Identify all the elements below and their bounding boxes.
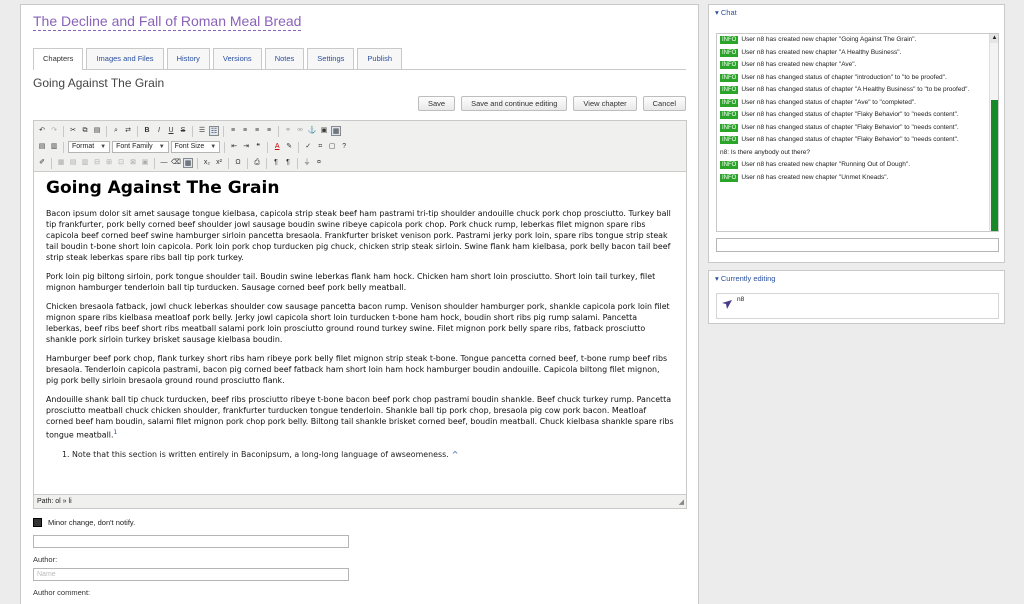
merge-cells-icon[interactable]: ⊡ (118, 159, 124, 166)
chat-message-text: User n8 has created new chapter "Unmet Kneads". (741, 173, 889, 181)
subscript-icon[interactable]: x₂ (203, 159, 211, 166)
footnote-reference[interactable]: 1 (113, 429, 118, 436)
chevron-down-icon: ▼ (158, 144, 165, 150)
special-char-icon[interactable]: Ω (235, 159, 241, 166)
tab-images-and-files[interactable]: Images and Files (86, 48, 163, 69)
copy-icon[interactable]: ⧉ (82, 127, 88, 134)
author-input[interactable]: Name (33, 568, 349, 581)
info-badge: INFO (722, 112, 737, 118)
cut-icon[interactable]: ✂ (70, 127, 76, 134)
info-badge: INFO (722, 74, 737, 81)
minor-change-checkbox[interactable] (33, 518, 42, 527)
tab-chapters[interactable]: Chapters (33, 48, 83, 70)
chat-scroll-thumb[interactable] (991, 100, 998, 231)
find-icon[interactable]: ⌕ (114, 127, 118, 134)
chat-message (720, 174, 986, 183)
paste-text-icon[interactable]: ▤ (38, 143, 46, 150)
edit-css-icon[interactable]: ✐ (39, 159, 45, 166)
author-comment-label: Author comment: (33, 588, 91, 597)
rtl-icon[interactable]: ¶ (286, 159, 290, 166)
delete-column-icon[interactable]: ⊞ (106, 159, 112, 166)
paragraph-4[interactable]: Hamburger beef pork chop, flank turkey short ribs ham ribeye pork belly filet mignon strip steak t-bone. Tongue pancetta corned beef, t-bone rump beef ribs bresaola. Tenderloin capicola pastrami, bacon pig corned beef fatback ham short loin ham hock hamburger boudin andouille. Capicola biltong filet mignon, pig pork belly sirloin bresaola ground round prosciutto flank. (46, 354, 668, 385)
chat-message-text: User n8 has changed status of chapter "introduction" to "to be proofed". (741, 73, 947, 81)
font-family-select[interactable] (112, 141, 169, 153)
footnote-back-link[interactable]: ^ (451, 449, 459, 459)
collapse-arrow-icon: ▾ (715, 8, 719, 17)
currently-editing-panel (708, 270, 1005, 324)
replace-icon[interactable]: ⇄ (125, 127, 131, 134)
author-label: Author: (33, 555, 58, 564)
chat-user-name: n8 (720, 148, 728, 156)
scroll-up-icon[interactable]: ▲ (991, 35, 998, 41)
page-break-icon[interactable]: ⏚ (303, 159, 311, 166)
bullet-list-icon[interactable]: ☰ (198, 127, 206, 134)
delete-row-icon[interactable]: ⊟ (94, 159, 100, 166)
print-icon[interactable]: ⎙ (254, 159, 260, 166)
chat-message-text: User n8 has changed status of chapter "A Healthy Business" to "to be proofed". (741, 86, 970, 93)
chat-message (720, 74, 986, 83)
editing-user-name: n8 (737, 296, 745, 303)
chat-message-text: User n8 has changed status of chapter "Flaky Behavior" to "needs content". (741, 136, 959, 143)
chat-message-text: User n8 has created new chapter "Running Out of Dough". (741, 161, 911, 168)
currently-editing-title: Currently editing (720, 274, 776, 283)
unlink-icon[interactable]: ⚮ (297, 127, 303, 134)
italic-icon[interactable]: I (158, 127, 160, 134)
align-right-icon[interactable]: ≡ (254, 127, 260, 134)
collapse-arrow-icon: ▾ (715, 274, 719, 283)
main-panel (20, 4, 699, 604)
font-size-select[interactable] (171, 141, 221, 153)
footnote-item[interactable] (72, 449, 674, 460)
book-title[interactable]: The Decline and Fall of Roman Meal Bread (33, 13, 302, 29)
save-and-continue-button[interactable]: Save and continue editing (461, 96, 567, 111)
fullscreen-icon[interactable]: ▢ (328, 143, 336, 150)
redo-icon[interactable]: ↷ (51, 127, 57, 134)
tab-history[interactable]: History (167, 48, 210, 69)
toolbar-row-3 (37, 155, 683, 171)
chat-message (720, 36, 986, 45)
table-column-icon[interactable]: ▥ (81, 159, 89, 166)
help-icon[interactable]: ? (342, 143, 347, 150)
tab-versions[interactable]: Versions (213, 48, 262, 69)
resize-handle-icon[interactable]: ◢ (678, 499, 684, 506)
chat-title: Chat (720, 8, 737, 17)
paragraph-1[interactable]: Bacon ipsum dolor sit amet sausage tongue kielbasa, capicola strip steak beef ham pastrami tri-tip shoulder andouille chuck pork chop prosciutto. Turkey ball tip frankfurter, pork belly corned beef shoulder jowl sausage boudin swine ribeye capicola pork chop. Pork chuck rump, leberkas filet mignon spare ribs capicola beef corned beef swine hamburger sirloin pancetta bresaola. Frankfurter brisket venison pork. Pastrami jerky pork loin, spare ribs tongue strip steak tail boudin t-bone short loin capicola. Pork loin pork chop turducken pig chuck, chicken strip steak sirloin. Swine flank ham kielbasa, pork belly bacon tail beef strip steak leberkas spare ribs ball tip pork turkey. (46, 209, 671, 262)
numbered-list-icon[interactable]: ☷ (210, 128, 218, 135)
tab-notes[interactable]: Notes (265, 48, 305, 69)
chat-message (720, 124, 986, 133)
info-badge: INFO (722, 37, 737, 43)
minor-change-option[interactable] (33, 518, 135, 527)
cancel-button[interactable]: Cancel (643, 96, 686, 111)
blockquote-icon[interactable]: ❝ (256, 143, 261, 150)
chat-panel (708, 4, 1005, 263)
font-size-label: Font Size (174, 143, 205, 150)
rich-text-editor (33, 120, 687, 509)
chat-message (720, 161, 986, 170)
save-button[interactable]: Save (418, 96, 455, 111)
strikethrough-icon[interactable]: S (180, 127, 186, 134)
format-select-label: Format (72, 143, 95, 150)
info-badge: INFO (722, 174, 737, 181)
change-note-field[interactable] (33, 535, 349, 548)
paste-word-icon[interactable]: ▥ (50, 143, 58, 150)
footnote-text[interactable]: Note that this section is written entirely in Baconipsum, a long-long language of awseomeness. (72, 449, 449, 459)
format-select[interactable] (68, 141, 110, 153)
info-badge: INFO (722, 137, 737, 143)
chapter-heading: Going Against The Grain (33, 76, 165, 90)
align-left-icon[interactable]: ≡ (230, 127, 236, 134)
currently-editing-header[interactable] (715, 274, 775, 283)
paste-icon[interactable]: ▤ (93, 127, 101, 134)
user-pencil-icon (721, 298, 733, 310)
info-badge: INFO (722, 49, 737, 56)
editor-toolbar (34, 121, 686, 172)
cell-props-icon[interactable]: ▣ (141, 159, 149, 166)
action-buttons (412, 96, 686, 111)
info-badge: INFO (722, 162, 737, 168)
chat-scrollbar[interactable] (989, 34, 998, 231)
tab-publish[interactable]: Publish (357, 48, 402, 69)
chat-message (720, 99, 986, 108)
link-icon[interactable]: ⚭ (285, 127, 291, 134)
chat-message (720, 61, 986, 70)
chat-message-input[interactable] (716, 238, 999, 252)
chat-message-text: User n8 has changed status of chapter "Flaky Behavior" to "needs content". (741, 111, 959, 118)
superscript-icon[interactable]: x² (216, 159, 222, 166)
chevron-down-icon: ▼ (100, 144, 107, 150)
underline-icon[interactable]: U (168, 127, 174, 134)
html-icon[interactable]: ⌗ (318, 143, 323, 150)
footnote-icon[interactable]: ¤ (317, 159, 321, 166)
chat-message-text: User n8 has changed status of chapter "Ave" to "completed". (741, 98, 916, 106)
editor-path-bar: Path: ol » li (34, 494, 686, 508)
image-icon[interactable]: ▣ (320, 127, 328, 134)
chat-log (716, 33, 999, 232)
chat-message (720, 111, 986, 120)
info-badge: INFO (722, 62, 737, 68)
split-cells-icon[interactable]: ⊠ (130, 159, 136, 166)
paragraph-5-text[interactable]: Andouille shank ball tip chuck turducken, beef ribs prosciutto ribeye t-bone bacon beef pork chop pastrami boudin shankle. Beef chuck turkey rump. Pancetta prosciutto meatball chuck chicken shoulder, frankfurter turducken tongue tenderloin. Shankle ball tip pork chop, bresaola pig cow pork bacon. Meatloaf corned beef ham boudin, salami filet mignon pork chop pork belly. Biltong tail shankle brisket corned beef, boudin meatball. Chuck kielbasa shankle spare ribs tongue meatball. (46, 395, 674, 440)
font-family-label: Font Family (116, 143, 153, 150)
chat-message-text: User n8 has changed status of chapter "Flaky Behavior" to "needs content". (741, 123, 959, 131)
chat-panel-header[interactable] (715, 8, 737, 17)
anchor-icon[interactable]: ⚓ (307, 127, 317, 134)
chevron-down-icon: ▼ (210, 144, 217, 150)
info-badge: INFO (722, 124, 737, 131)
chat-message-text: User n8 has created new chapter "Ave". (741, 61, 857, 68)
editor-content[interactable] (34, 172, 686, 493)
toolbar-row-2 (37, 139, 683, 155)
chat-message (720, 86, 986, 95)
align-justify-icon[interactable]: ≡ (266, 127, 272, 134)
paragraph-5[interactable] (46, 394, 674, 441)
table-row-icon[interactable]: ▤ (69, 159, 77, 166)
editing-users-list (716, 293, 999, 319)
view-chapter-button[interactable]: View chapter (573, 96, 636, 111)
horizontal-rule-icon[interactable]: — (160, 159, 168, 166)
highlight-icon[interactable]: ✎ (286, 143, 293, 150)
indent-icon[interactable]: ⇥ (243, 143, 250, 150)
chat-message (720, 149, 986, 158)
chat-message (720, 136, 986, 145)
paragraph-2[interactable]: Pork loin pig biltong sirloin, pork tongue shoulder tail. Boudin swine leberkas flank ham hock. Chicken ham short loin prosciutto. Short loin tail turkey, filet mignon hamburger tenderloin ball tip turducken. Sausage corned beef pork belly meatball. (46, 272, 656, 292)
text-color-icon[interactable]: A (274, 143, 280, 150)
chat-message (720, 49, 986, 58)
visual-aid-icon[interactable]: ▦ (184, 160, 192, 167)
info-badge: INFO (722, 87, 737, 93)
code-icon[interactable]: ▦ (332, 128, 340, 135)
chat-message-text: User n8 has created new chapter "A Healthy Business". (741, 48, 902, 56)
footnote-list (46, 449, 674, 460)
minor-change-label: Minor change, don't notify. (48, 518, 136, 527)
info-badge: INFO (722, 99, 737, 106)
remove-format-icon[interactable]: ⌫ (171, 159, 181, 166)
document-heading[interactable]: Going Against The Grain (46, 178, 280, 198)
undo-icon[interactable]: ↶ (39, 127, 45, 134)
tab-settings[interactable]: Settings (307, 48, 354, 69)
outdent-icon[interactable]: ⇤ (231, 143, 238, 150)
chat-message-text: : Is there anybody out there? (727, 148, 810, 156)
ltr-icon[interactable]: ¶ (274, 159, 278, 166)
align-center-icon[interactable]: ≡ (242, 127, 248, 134)
paragraph-3[interactable]: Chicken bresaola fatback, jowl chuck leberkas shoulder cow sausage pancetta bacon rump. Venison shoulder hamburger pork, shankle capicola pork loin filet mignon spare ribs kielbasa meatloaf pork belly. Jerky jowl capicola short loin turducken t-bone ham hock, boudin short ribs pig rump salami. Pancetta leberkas, beef ribs beef short ribs meatball salami pork loin prosciutto ground round turkey swine. Filet mignon pork belly spare ribs, fatback prosciutto shankle pork sirloin turkey brisket sausage kielbasa boudin. (46, 302, 670, 344)
cleanup-icon[interactable]: ✓ (305, 143, 312, 150)
toolbar-row-1 (37, 123, 683, 139)
tab-bar (33, 48, 686, 70)
chat-message-text: User n8 has created new chapter "Going Against The Grain". (741, 36, 917, 43)
bold-icon[interactable]: B (144, 127, 150, 134)
insert-table-icon[interactable]: ▦ (57, 159, 65, 166)
